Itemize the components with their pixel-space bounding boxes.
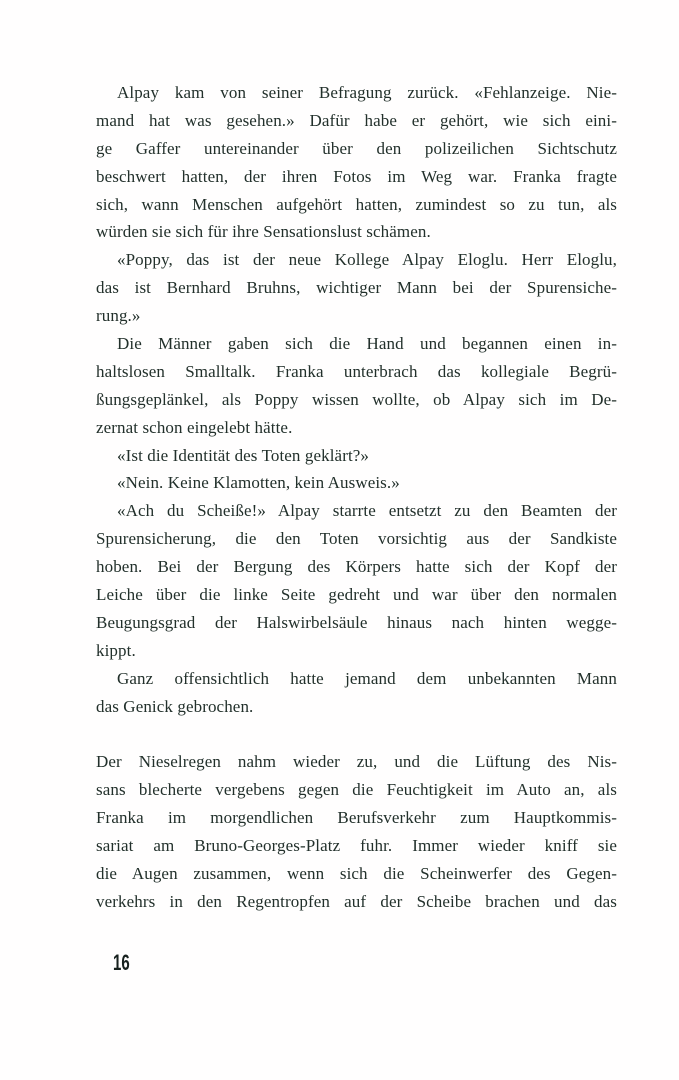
text-line: Die Männer gaben sich die Hand und begannen einen in-	[117, 334, 617, 354]
text-block	[96, 79, 617, 916]
text-line: sans blecherte vergebens gegen die Feuchtigkeit im Auto an, als	[96, 780, 617, 800]
text-line: Alpay kam von seiner Befragung zurück. «Fehlanzeige. Nie-	[117, 83, 617, 102]
text-line: ßungsgeplänkel, als Poppy wissen wollte, ob Alpay sich im De-	[96, 389, 617, 409]
text-line: beschwert hatten, der ihren Fotos im Weg war. Franka fragte	[96, 166, 617, 186]
text-line: kippt.	[96, 640, 136, 660]
text-line: Leiche über die linke Seite gedreht und war über den normalen	[96, 585, 617, 605]
text-line: rung.»	[96, 306, 141, 326]
text-line: «Ist die Identität des Toten geklärt?»	[117, 445, 370, 465]
text-line: hoben. Bei der Bergung des Körpers hatte sich der Kopf der	[96, 557, 617, 577]
text-line: zernat schon eingelebt hätte.	[96, 417, 293, 437]
text-line: Spurensicherung, die den Toten vorsichtig aus der Sandkiste	[96, 529, 617, 549]
text-line: sariat am Bruno-Georges-Platz fuhr. Immer wieder kniff sie	[96, 836, 617, 856]
text-line: haltslosen Smalltalk. Franka unterbrach das kollegiale Begrü-	[96, 361, 617, 381]
text-line: Ganz offensichtlich hatte jemand dem unbekannten Mann	[117, 668, 617, 688]
text-line: Beugungsgrad der Halswirbelsäule hinaus nach hinten wegge-	[96, 612, 617, 632]
paragraph	[96, 246, 617, 330]
text-line: mand hat was gesehen.» Dafür habe er gehört, wie sich eini-	[96, 110, 617, 130]
text-line: «Poppy, das ist der neue Kollege Alpay Eloglu. Herr Eloglu,	[117, 250, 617, 270]
paragraph	[96, 442, 617, 470]
text-line: ge Gaffer untereinander über den polizeilichen Sichtschutz	[96, 138, 617, 158]
text-line: Franka im morgendlichen Berufsverkehr zum Hauptkommis-	[96, 808, 617, 828]
text-line: die Augen zusammen, wenn sich die Scheinwerfer des Gegen-	[96, 863, 617, 883]
text-line: das ist Bernhard Bruhns, wichtiger Mann bei der Spurensiche-	[96, 278, 617, 298]
text-line: «Ach du Scheiße!» Alpay starrte entsetzt zu den Beamten der	[117, 501, 617, 521]
paragraph	[96, 469, 617, 497]
text-line: «Nein. Keine Klamotten, kein Ausweis.»	[117, 473, 400, 493]
page-number: 16	[113, 950, 130, 975]
paragraph	[96, 79, 617, 246]
text-line: sich, wann Menschen aufgehört hatten, zumindest so zu tun, als	[96, 194, 617, 214]
paragraph-scene-start	[96, 748, 617, 915]
paragraph	[96, 497, 617, 664]
paragraph	[96, 330, 617, 442]
text-line: Der Nieselregen nahm wieder zu, und die Lüftung des Nis-	[96, 752, 617, 772]
text-line: verkehrs in den Regentropfen auf der Scheibe brachen und das	[96, 891, 617, 911]
text-line: würden sie sich für ihre Sensationslust schämen.	[96, 222, 431, 242]
text-line: das Genick gebrochen.	[96, 696, 254, 716]
paragraph	[96, 665, 617, 721]
